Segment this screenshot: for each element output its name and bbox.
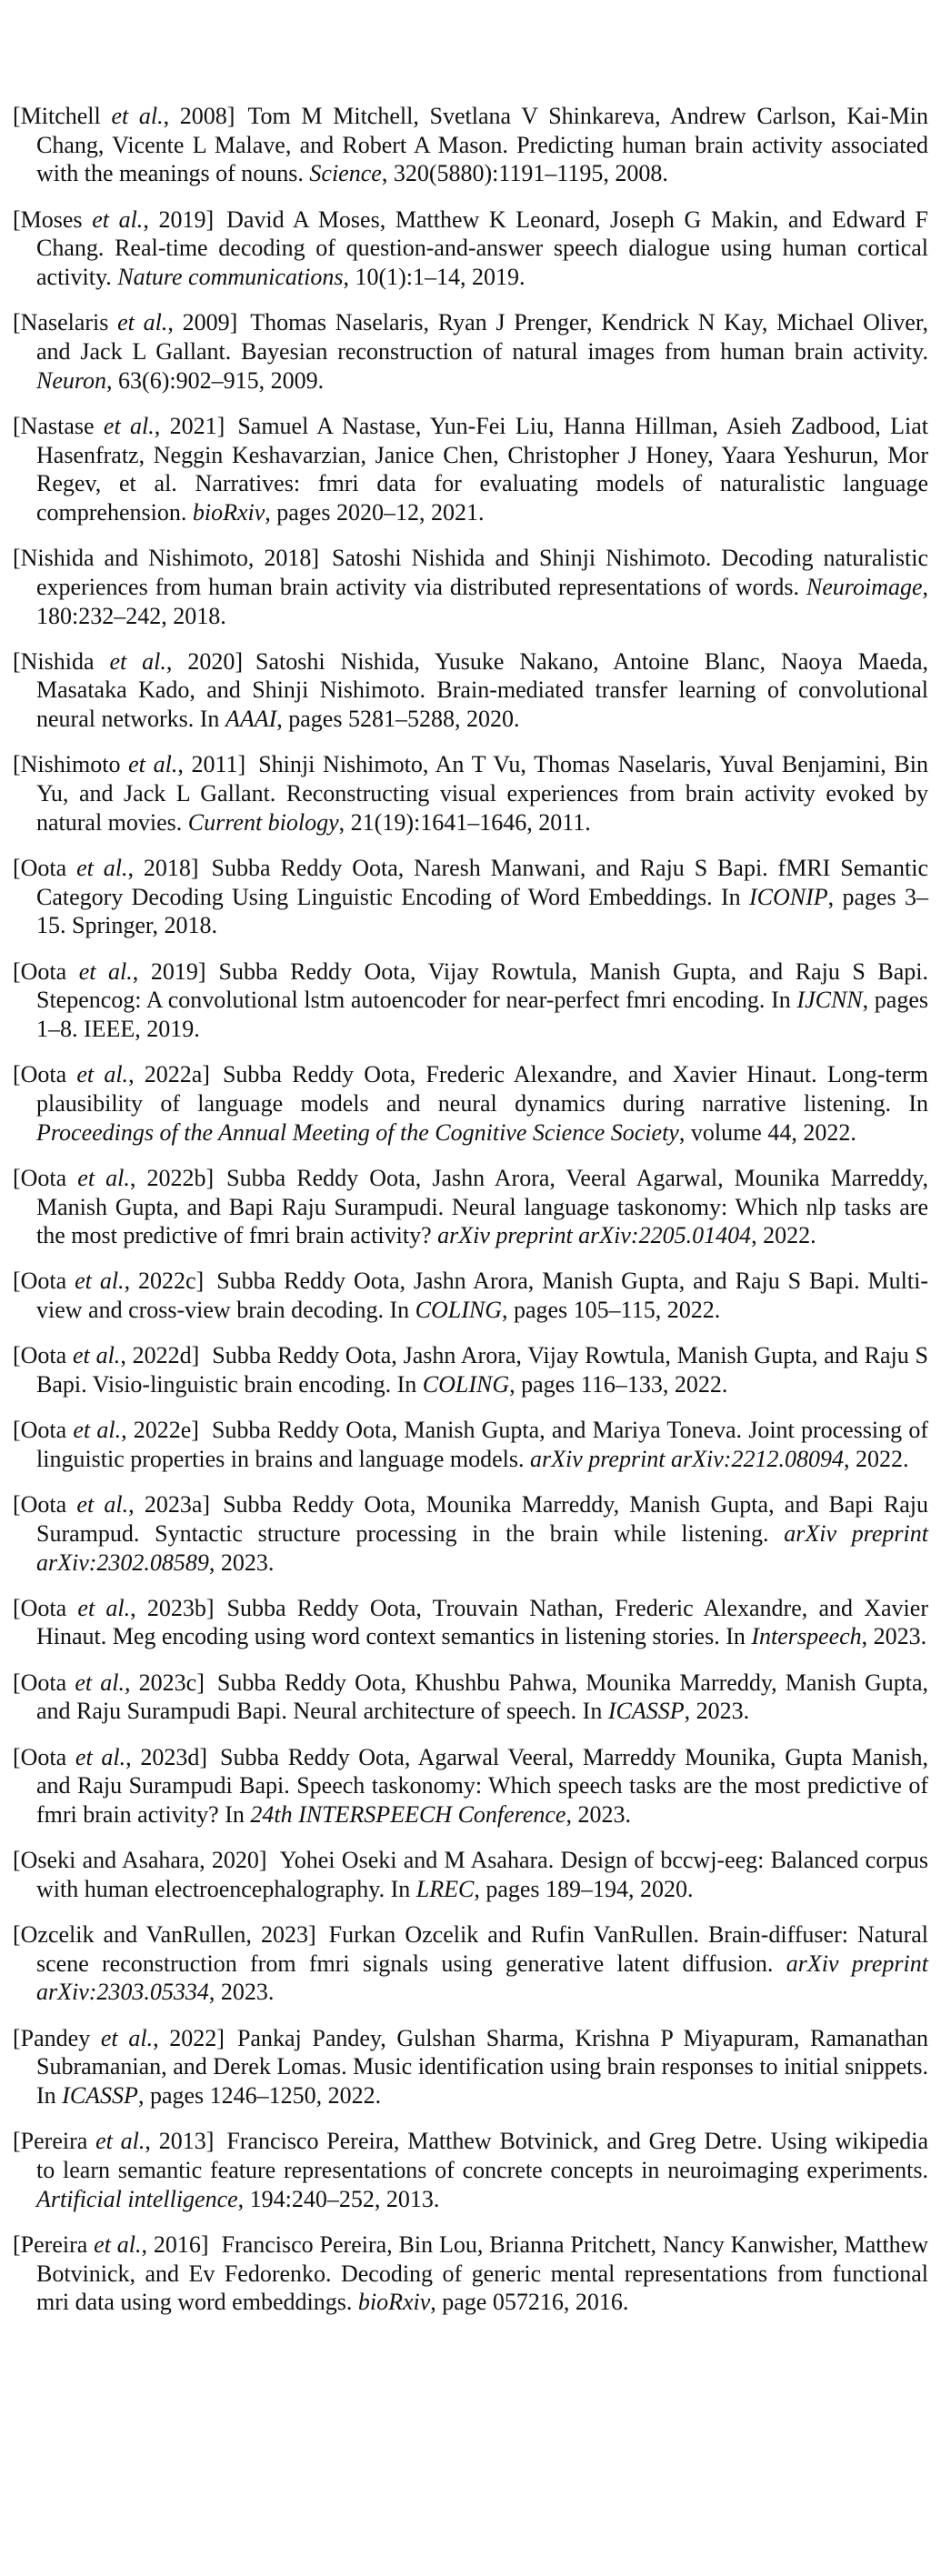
reference-text: , 21(19):1641–1646, 2011. bbox=[338, 808, 591, 836]
citation-key bbox=[13, 1669, 205, 1696]
citation-key-etal: et al. bbox=[100, 2024, 154, 2051]
reference-text: , 2023. bbox=[684, 1698, 750, 1725]
reference-venue: arXiv preprint arXiv:2212.08094 bbox=[530, 1445, 844, 1472]
citation-key-year: , 2022] bbox=[153, 2024, 225, 2051]
reference-venue: arXiv preprint arXiv:2303.05334 bbox=[36, 1950, 928, 2006]
citation-key-etal: et al. bbox=[76, 1061, 129, 1088]
reference-text: , 2023. bbox=[208, 1979, 275, 2006]
citation-key bbox=[13, 855, 199, 881]
reference-text: David A Moses, Matthew K Leonard, Joseph G Makin, and Edward F Chang. Real-time decoding of question-and-answer speech dialogue using human cortical activity. bbox=[36, 205, 928, 291]
citation-key-year: , 2022c] bbox=[124, 1268, 205, 1295]
reference-venue: arXiv preprint arXiv:2205.01404 bbox=[437, 1222, 752, 1249]
reference-text: Subba Reddy Oota, Jashn Arora, Veeral Agarwal, Mounika Marreddy, Manish Gupta, and Bapi Raju Surampudi. Neural language taskonomy: Which nlp tasks are the most predictive of fmri brain activity? bbox=[36, 1164, 928, 1249]
reference-text: , pages 1–8. IEEE, 2019. bbox=[36, 987, 928, 1042]
citation-key bbox=[13, 958, 206, 985]
citation-key-etal: et al. bbox=[92, 205, 144, 233]
reference-text: Shinji Nishimoto, An T Vu, Thomas Naselaris, Yuval Benjamini, Bin Yu, and Jack L Gallant. Reconstructing visual experiences from brain activity evoked by natural movies. bbox=[36, 751, 928, 836]
reference-text: , 2023. bbox=[566, 1800, 631, 1828]
reference-venue: IJCNN bbox=[796, 987, 863, 1014]
reference-text: Subba Reddy Oota, Jashn Arora, Manish Gupta, and Raju S Bapi. Multi-view and cross-view brain decoding. In bbox=[36, 1268, 928, 1324]
citation-key-year: , 2020] bbox=[165, 647, 243, 675]
citation-key-etal: et al. bbox=[75, 1669, 125, 1696]
reference-venue: ICASSP bbox=[62, 2082, 138, 2110]
reference-text: , pages 116–133, 2022. bbox=[509, 1371, 728, 1398]
reference-venue: Neuroimage bbox=[806, 573, 923, 600]
citation-key-author: [Oota bbox=[13, 1061, 77, 1088]
reference-text: , 194:240–252, 2013. bbox=[237, 2185, 440, 2212]
reference-text: Subba Reddy Oota, Naresh Manwani, and Raju S Bapi. fMRI Semantic Category Decoding Using Linguistic Encoding of Word Embeddings. In bbox=[36, 854, 928, 910]
reference-text: , pages 1246–1250, 2022. bbox=[137, 2082, 382, 2110]
reference-entry bbox=[13, 1669, 928, 1726]
reference-entry bbox=[13, 544, 928, 630]
reference-text: , page 057216, 2016. bbox=[430, 2289, 629, 2316]
citation-key bbox=[13, 648, 243, 675]
citation-key-author: [Naselaris bbox=[13, 309, 118, 336]
citation-key-author: [Nastase bbox=[13, 412, 104, 439]
citation-key-etal: et al. bbox=[77, 1594, 131, 1621]
citation-key-year: , 2022e] bbox=[121, 1417, 199, 1444]
reference-entry bbox=[13, 1416, 928, 1473]
reference-text: , 2022. bbox=[843, 1445, 909, 1472]
citation-key bbox=[13, 1847, 267, 1873]
citation-key bbox=[13, 2025, 225, 2051]
citation-key-etal: et al. bbox=[73, 1342, 121, 1369]
reference-text: Tom M Mitchell, Svetlana V Shinkareva, Andrew Carlson, Kai-Min Chang, Vicente L Malave, and Robert A Mason. Predicting human brain activity associated with the meanings of nouns. bbox=[36, 103, 928, 187]
citation-key-year: , 2023d] bbox=[125, 1743, 207, 1770]
reference-text: , 320(5880):1191–1195, 2008. bbox=[381, 160, 668, 187]
citation-key-etal: et al. bbox=[94, 2230, 142, 2258]
reference-entry bbox=[13, 2024, 928, 2110]
reference-text: Thomas Naselaris, Ryan J Prenger, Kendrick N Kay, Michael Oliver, and Jack L Gallant. Bayesian reconstruction of natural images from human brain activity. bbox=[36, 309, 928, 365]
citation-key-etal: et al. bbox=[75, 1743, 126, 1770]
citation-key-etal: et al. bbox=[75, 1268, 125, 1295]
citation-key-etal: et al. bbox=[95, 2128, 145, 2155]
reference-text: Subba Reddy Oota, Agarwal Veeral, Marreddy Mounika, Gupta Manish, and Raju Surampudi Bapi. Speech taskonomy: Which speech tasks are the most predictive of fmri brain activity? In bbox=[36, 1743, 928, 1828]
reference-venue: ICONIP bbox=[748, 883, 828, 910]
reference-text: Subba Reddy Oota, Trouvain Nathan, Frederic Alexandre, and Xavier Hinaut. Meg encoding using word context semantics in listening stories. In bbox=[36, 1594, 928, 1650]
reference-entry bbox=[13, 1341, 928, 1398]
citation-key-author: [Oota bbox=[13, 957, 79, 985]
citation-key-author: [Oseki and Asahara, 2020] bbox=[13, 1847, 267, 1874]
citation-key-author: [Oota bbox=[13, 1594, 78, 1621]
reference-entry bbox=[13, 2127, 928, 2213]
citation-key-author: [Oota bbox=[13, 1743, 75, 1770]
reference-venue: Interspeech bbox=[751, 1623, 862, 1650]
citation-key bbox=[13, 206, 214, 233]
reference-entry bbox=[13, 854, 928, 940]
citation-key-author: [Oota bbox=[13, 854, 77, 881]
citation-key bbox=[13, 1268, 204, 1294]
citation-key-author: [Ozcelik and VanRullen, 2023] bbox=[13, 1921, 316, 1949]
reference-venue: bioRxiv bbox=[192, 498, 265, 526]
reference-entry bbox=[13, 1743, 928, 1829]
citation-key-year: , 2019] bbox=[143, 205, 215, 233]
citation-key-year: , 2023a] bbox=[128, 1491, 211, 1519]
reference-text: , 180:232–242, 2018. bbox=[36, 573, 928, 629]
citation-key-year: , 2023b] bbox=[130, 1594, 215, 1621]
reference-venue: Artificial intelligence bbox=[36, 2185, 238, 2212]
reference-entry bbox=[13, 308, 928, 395]
reference-entry bbox=[13, 205, 928, 292]
reference-venue: Nature communications bbox=[117, 264, 344, 291]
citation-key-year: , 2021] bbox=[154, 412, 225, 439]
citation-key-year: , 2009] bbox=[167, 309, 238, 336]
reference-text: , 2023. bbox=[861, 1623, 927, 1650]
citation-key-year: , 2011] bbox=[177, 751, 246, 778]
citation-key-year: , 2022a] bbox=[128, 1061, 210, 1088]
citation-key-author: [Nishimoto bbox=[13, 751, 129, 778]
citation-key-year: , 2013] bbox=[145, 2128, 215, 2155]
citation-key-etal: et al. bbox=[76, 854, 128, 881]
citation-key-etal: et al. bbox=[103, 412, 155, 439]
reference-text: , 63(6):902–915, 2009. bbox=[106, 366, 325, 394]
reference-text: Subba Reddy Oota, Mounika Marreddy, Manish Gupta, and Bapi Raju Surampud. Syntactic structure processing in the brain while listening. bbox=[36, 1491, 928, 1547]
citation-key bbox=[13, 2231, 209, 2258]
citation-key bbox=[13, 545, 319, 571]
reference-entry bbox=[13, 412, 928, 527]
citation-key-etal: et al. bbox=[77, 1164, 130, 1191]
reference-venue: COLING bbox=[422, 1371, 510, 1398]
citation-key-year: , 2023c] bbox=[125, 1669, 205, 1696]
reference-venue: Current biology bbox=[187, 808, 339, 836]
reference-text: Samuel A Nastase, Yun-Fei Liu, Hanna Hillman, Asieh Zadbood, Liat Hasenfratz, Neggin Keshavarzian, Janice Chen, Christopher J Honey, Yaara Yeshurun, Mor Regev, et al. Narratives: fmri data for evaluating models of naturalistic language comprehension. bbox=[36, 412, 928, 526]
reference-text: Furkan Ozcelik and Rufin VanRullen. Brain-diffuser: Natural scene reconstruction from fmri signals using generative latent diffusion. bbox=[36, 1921, 928, 1977]
citation-key-etal: et al. bbox=[128, 751, 178, 778]
reference-entry bbox=[13, 1267, 928, 1324]
reference-list bbox=[13, 102, 928, 2334]
citation-key-author: [Nishida bbox=[13, 647, 110, 675]
reference-entry bbox=[13, 750, 928, 837]
reference-entry bbox=[13, 1164, 928, 1250]
reference-text: , pages 5281–5288, 2020. bbox=[276, 706, 520, 733]
citation-key-etal: et al. bbox=[109, 647, 166, 675]
citation-key bbox=[13, 751, 245, 777]
citation-key-author: [Oota bbox=[13, 1164, 78, 1191]
reference-text: Subba Reddy Oota, Manish Gupta, and Mariya Toneva. Joint processing of linguistic properties in brains and language models. bbox=[36, 1417, 929, 1472]
reference-text: Subba Reddy Oota, Khushbu Pahwa, Mounika Marreddy, Manish Gupta, and Raju Surampudi Bapi. Neural architecture of speech. In bbox=[36, 1669, 928, 1725]
citation-key bbox=[13, 1744, 207, 1770]
reference-text: , pages 3–15. Springer, 2018. bbox=[36, 883, 928, 939]
citation-key-year: , 2022b] bbox=[129, 1164, 215, 1191]
citation-key-year: , 2019] bbox=[132, 957, 206, 985]
citation-key-author: [Oota bbox=[13, 1417, 74, 1444]
citation-key-author: [Oota bbox=[13, 1342, 74, 1369]
citation-key-etal: et al. bbox=[76, 1491, 129, 1519]
reference-text: , volume 44, 2022. bbox=[678, 1118, 856, 1146]
citation-key bbox=[13, 413, 225, 439]
citation-key-author: [Nishida and Nishimoto, 2018] bbox=[13, 545, 320, 572]
citation-key bbox=[13, 1491, 210, 1518]
reference-entry bbox=[13, 1846, 928, 1903]
reference-text: , 2023. bbox=[208, 1549, 275, 1576]
reference-text: , pages 189–194, 2020. bbox=[474, 1875, 694, 1902]
reference-venue: LREC bbox=[415, 1875, 475, 1902]
reference-venue: AAAI bbox=[225, 706, 277, 733]
reference-text: Subba Reddy Oota, Jashn Arora, Vijay Rowtula, Manish Gupta, and Raju S Bapi. Visio-linguistic brain encoding. In bbox=[36, 1342, 928, 1398]
reference-text: Francisco Pereira, Matthew Botvinick, and Greg Detre. Using wikipedia to learn semantic feature representations of concrete concepts in neuroimaging experiments. bbox=[36, 2128, 928, 2183]
citation-key bbox=[13, 1417, 199, 1443]
citation-key-year: , 2016] bbox=[141, 2230, 209, 2258]
reference-entry bbox=[13, 647, 928, 734]
citation-key-author: [Mitchell bbox=[13, 103, 112, 129]
citation-key bbox=[13, 1342, 199, 1368]
citation-key-author: [Pereira bbox=[13, 2230, 95, 2258]
citation-key-year: , 2008] bbox=[163, 103, 235, 129]
citation-key bbox=[13, 309, 237, 336]
citation-key-year: , 2022d] bbox=[120, 1342, 200, 1369]
reference-venue: arXiv preprint arXiv:2302.08589 bbox=[36, 1519, 928, 1576]
reference-entry bbox=[13, 102, 928, 188]
reference-text: Satoshi Nishida, Yusuke Nakano, Antoine Blanc, Naoya Maeda, Masataka Kado, and Shinji Nishimoto. Brain-mediated transfer learning of convolutional neural networks. In bbox=[36, 647, 928, 733]
reference-entry bbox=[13, 1490, 928, 1577]
reference-text: Francisco Pereira, Bin Lou, Brianna Pritchett, Nancy Kanwisher, Matthew Botvinick, and Ev Fedorenko. Decoding of generic mental representations from functional mri data using word embeddings. bbox=[36, 2230, 928, 2316]
citation-key-author: [Oota bbox=[13, 1669, 75, 1696]
citation-key-year: , 2018] bbox=[127, 854, 199, 881]
reference-text: , 2022. bbox=[751, 1222, 816, 1249]
reference-text: , 10(1):1–14, 2019. bbox=[343, 264, 526, 291]
citation-key bbox=[13, 1595, 215, 1621]
reference-text: Subba Reddy Oota, Vijay Rowtula, Manish Gupta, and Raju S Bapi. Stepencog: A convolutional lstm autoencoder for near-perfect fmri encoding. In bbox=[36, 957, 928, 1014]
citation-key-author: [Pereira bbox=[13, 2128, 96, 2155]
reference-venue: Neuron bbox=[36, 366, 107, 394]
reference-text: Pankaj Pandey, Gulshan Sharma, Krishna P Miyapuram, Ramanathan Subramanian, and Derek Lomas. Music identification using brain responses to initial snippets. In bbox=[36, 2024, 928, 2110]
reference-text: Yohei Oseki and M Asahara. Design of bccwj-eeg: Balanced corpus with human electroencephalography. In bbox=[36, 1847, 928, 1902]
reference-entry bbox=[13, 2230, 928, 2317]
citation-key-author: [Oota bbox=[13, 1268, 75, 1295]
reference-entry bbox=[13, 1594, 928, 1651]
reference-text: Satoshi Nishida and Shinji Nishimoto. Decoding naturalistic experiences from human brain activity via distributed representations of words. bbox=[36, 545, 928, 600]
citation-key bbox=[13, 1061, 210, 1088]
citation-key-etal: et al. bbox=[111, 103, 164, 129]
reference-venue: bioRxiv bbox=[357, 2289, 431, 2316]
reference-text: , pages 2020–12, 2021. bbox=[265, 498, 485, 526]
citation-key bbox=[13, 1921, 316, 1948]
citation-key bbox=[13, 2128, 214, 2154]
citation-key-author: [Moses bbox=[13, 205, 93, 233]
reference-venue: 24th INTERSPEECH Conference bbox=[250, 1800, 566, 1828]
reference-entry bbox=[13, 957, 928, 1044]
citation-key bbox=[13, 1165, 214, 1191]
reference-venue: COLING bbox=[415, 1297, 502, 1324]
reference-venue: Science bbox=[309, 160, 382, 187]
citation-key-author: [Pandey bbox=[13, 2024, 101, 2051]
citation-key bbox=[13, 103, 235, 129]
reference-venue: Proceedings of the Annual Meeting of the Cognitive Science Society bbox=[36, 1118, 679, 1146]
reference-text: Subba Reddy Oota, Frederic Alexandre, and Xavier Hinaut. Long-term plausibility of language models and neural dynamics during narrative listening. In bbox=[36, 1061, 928, 1117]
reference-venue: ICASSP bbox=[607, 1698, 685, 1725]
citation-key-etal: et al. bbox=[78, 957, 133, 985]
citation-key-etal: et al. bbox=[73, 1417, 122, 1444]
citation-key-etal: et al. bbox=[117, 309, 168, 336]
reference-text: , pages 105–115, 2022. bbox=[501, 1297, 721, 1324]
citation-key-author: [Oota bbox=[13, 1491, 77, 1519]
reference-entry bbox=[13, 1060, 928, 1147]
reference-entry bbox=[13, 1920, 928, 2007]
